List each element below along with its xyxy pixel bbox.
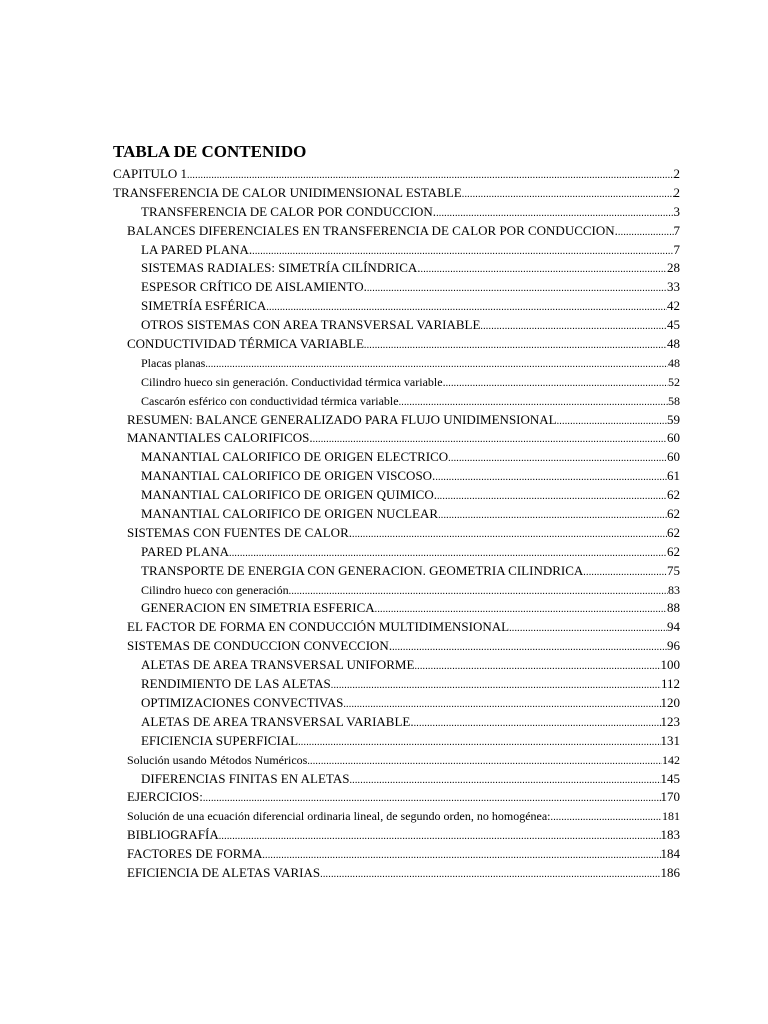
toc-entry[interactable] <box>113 222 680 241</box>
dot-leader <box>392 639 667 658</box>
toc-entry-label: MANANTIAL CALORIFICO DE ORIGEN ELECTRICO <box>141 449 449 465</box>
toc-entry-page-number: 48 <box>667 336 680 352</box>
toc-entry[interactable] <box>113 259 680 278</box>
toc-entry[interactable] <box>113 732 680 751</box>
toc-entry[interactable] <box>113 524 680 543</box>
toc-entry-page-number: 7 <box>673 222 680 238</box>
toc-entry-label: TRANSFERENCIA DE CALOR UNIDIMENSIONAL ESTABLE <box>113 184 462 200</box>
toc-entry-label: CONDUCTIVIDAD TÉRMICA VARIABLE <box>127 336 364 352</box>
toc-entry[interactable] <box>113 751 680 770</box>
dot-leader <box>437 488 667 507</box>
toc-entry-page-number: 62 <box>667 487 680 503</box>
toc-entry[interactable] <box>113 864 680 883</box>
toc-entry-page-number: 83 <box>668 582 680 597</box>
toc-list <box>113 165 680 883</box>
toc-entry[interactable] <box>113 429 680 448</box>
toc-entry-label: CAPITULO 1 <box>113 166 188 181</box>
toc-entry[interactable] <box>113 826 680 845</box>
toc-entry-page-number: 33 <box>667 279 680 295</box>
toc-entry-page-number: 183 <box>660 827 680 843</box>
toc-entry[interactable] <box>113 694 680 713</box>
dot-leader <box>352 526 667 545</box>
dot-leader <box>618 224 674 243</box>
toc-entry-page-number: 62 <box>667 524 680 540</box>
toc-entry-page-number: 48 <box>668 355 680 370</box>
toc-entry-label: ALETAS DE AREA TRANSVERSAL UNIFORME <box>141 657 415 673</box>
dot-leader <box>462 186 674 205</box>
toc-entry[interactable] <box>113 788 680 807</box>
toc-entry[interactable] <box>113 807 680 826</box>
toc-entry-label: Solución de una ecuación diferencial ordinaria lineal, de segundo orden, no homogénea: <box>127 809 551 824</box>
toc-entry-page-number: 59 <box>667 411 680 427</box>
toc-entry-page-number: 62 <box>667 543 680 559</box>
toc-entry-page-number: 2 <box>673 166 680 181</box>
toc-entry[interactable] <box>113 411 680 430</box>
toc-entry[interactable] <box>113 278 680 297</box>
toc-entry-label: OTROS SISTEMAS CON AREA TRANSVERSAL VARIABLE <box>141 317 481 333</box>
dot-leader <box>219 828 661 847</box>
toc-entry-page-number: 181 <box>662 809 680 824</box>
toc-entry-page-number: 142 <box>662 752 680 767</box>
toc-entry-page-number: 88 <box>667 600 680 616</box>
toc-entry-label: PARED PLANA <box>141 543 230 559</box>
toc-entry[interactable] <box>113 656 680 675</box>
toc-entry-label: SISTEMAS RADIALES: SIMETRÍA CILÍNDRICA. <box>141 260 421 276</box>
dot-leader <box>349 772 660 791</box>
toc-entry-label: OPTIMIZACIONES CONVECTIVAS <box>141 694 344 710</box>
toc-entry-page-number: 94 <box>667 619 680 635</box>
toc-entry[interactable] <box>113 184 680 203</box>
toc-entry-label: Cilindro hueco con generación <box>141 582 289 597</box>
dot-leader <box>421 261 667 280</box>
toc-entry-page-number: 100 <box>660 657 680 673</box>
dot-leader <box>298 734 660 753</box>
toc-entry[interactable] <box>113 770 680 789</box>
toc-entry-page-number: 112 <box>660 676 680 692</box>
dot-leader <box>364 337 667 356</box>
toc-entry-label: EL FACTOR DE FORMA EN CONDUCCIÓN MULTIDIMENSIONAL <box>127 619 510 635</box>
dot-leader <box>446 375 668 394</box>
toc-entry-label: SIMETRÍA ESFÉRICA <box>141 298 267 314</box>
toc-entry[interactable] <box>113 637 680 656</box>
toc-entry-label: MANANTIALES CALORIFICOS. <box>127 430 313 446</box>
dot-leader <box>320 866 660 885</box>
toc-entry-page-number: 7 <box>673 241 680 257</box>
toc-entry-label: BALANCES DIFERENCIALES EN TRANSFERENCIA DE CALOR POR CONDUCCION. <box>127 222 618 238</box>
toc-entry-page-number: 75 <box>667 562 680 578</box>
dot-leader <box>551 809 662 828</box>
toc-entry-page-number: 3 <box>673 203 680 219</box>
dot-leader <box>307 753 662 772</box>
toc-entry[interactable] <box>113 392 680 411</box>
dot-leader <box>414 658 660 677</box>
toc-entry[interactable] <box>113 203 680 222</box>
dot-leader <box>448 450 667 469</box>
toc-entry-page-number: 96 <box>667 638 680 654</box>
toc-entry-page-number: 42 <box>667 298 680 314</box>
toc-entry-label: TRANSFERENCIA DE CALOR POR CONDUCCION. <box>141 203 437 219</box>
toc-entry-page-number: 170 <box>660 789 680 805</box>
toc-entry-label: SISTEMAS DE CONDUCCION CONVECCION. <box>127 638 393 654</box>
toc-entry-page-number: 184 <box>660 846 680 862</box>
toc-entry-page-number: 120 <box>660 694 680 710</box>
toc-entry[interactable] <box>113 581 680 600</box>
toc-entry-label: MANANTIAL CALORIFICO DE ORIGEN VISCOSO. <box>141 468 436 484</box>
toc-entry-label: TRANSPORTE DE ENERGIA CON GENERACION. GEOMETRIA CILINDRICA <box>141 562 584 578</box>
toc-entry[interactable] <box>113 467 680 486</box>
toc-entry-page-number: 131 <box>660 732 680 748</box>
toc-entry[interactable] <box>113 241 680 260</box>
toc-entry-page-number: 186 <box>660 864 680 880</box>
toc-entry[interactable] <box>113 562 680 581</box>
toc-entry-label: EFICIENCIA DE ALETAS VARIAS <box>127 864 321 880</box>
toc-entry[interactable] <box>113 354 680 373</box>
toc-entry[interactable] <box>113 599 680 618</box>
toc-entry-label: EFICIENCIA SUPERFICIAL <box>141 732 299 748</box>
toc-entry[interactable] <box>113 618 680 637</box>
toc-entry-page-number: 58 <box>668 393 680 408</box>
toc-entry[interactable] <box>113 543 680 562</box>
toc-entry-label: ALETAS DE AREA TRANSVERSAL VARIABLE. <box>141 713 414 729</box>
toc-entry[interactable] <box>113 165 680 184</box>
toc-entry-label: RENDIMIENTO DE LAS ALETAS <box>141 676 331 692</box>
toc-entry[interactable] <box>113 845 680 864</box>
dot-leader <box>367 280 667 299</box>
dot-leader <box>438 507 667 526</box>
toc-entry-page-number: 2 <box>673 184 680 200</box>
toc-entry-label: ESPESOR CRÍTICO DE AISLAMIENTO. <box>141 279 367 295</box>
toc-entry-page-number: 52 <box>668 374 680 389</box>
toc-entry-page-number: 145 <box>660 770 680 786</box>
dot-leader <box>262 847 660 866</box>
dot-leader <box>435 469 667 488</box>
toc-entry[interactable] <box>113 448 680 467</box>
toc-entry-label: Solución usando Métodos Numéricos <box>127 752 308 767</box>
toc-entry-label: GENERACION EN SIMETRIA ESFERICA <box>141 600 375 616</box>
dot-leader <box>480 318 667 337</box>
toc-entry-page-number: 28 <box>667 260 680 276</box>
toc-title: TABLA DE CONTENIDO <box>113 142 307 161</box>
toc-entry-page-number: 61 <box>667 468 680 484</box>
table-of-contents <box>113 141 680 883</box>
dot-leader <box>414 715 661 734</box>
toc-entry-label: MANANTIAL CALORIFICO DE ORIGEN NUCLEAR <box>141 506 439 522</box>
toc-entry[interactable] <box>113 335 680 354</box>
toc-entry[interactable] <box>113 373 680 392</box>
toc-entry[interactable] <box>113 297 680 316</box>
dot-leader <box>557 413 667 432</box>
toc-entry[interactable] <box>113 505 680 524</box>
toc-entry-label: Placas planas <box>141 355 206 370</box>
toc-entry-label: BIBLIOGRAFÍA <box>127 827 219 843</box>
toc-entry-label: LA PARED PLANA. <box>141 241 253 257</box>
toc-entry-page-number: 45 <box>667 317 680 333</box>
toc-entry-label: FACTORES DE FORMA <box>127 846 263 862</box>
toc-entry[interactable] <box>113 486 680 505</box>
toc-entry-page-number: 62 <box>667 506 680 522</box>
toc-entry-page-number: 123 <box>660 713 680 729</box>
toc-entry[interactable] <box>113 316 680 335</box>
dot-leader <box>331 677 661 696</box>
toc-entry-label: MANANTIAL CALORIFICO DE ORIGEN QUIMICO. <box>141 487 437 503</box>
toc-entry[interactable] <box>113 713 680 732</box>
toc-entry-label: Cascarón esférico con conductividad térmica variable <box>141 393 399 408</box>
toc-entry-label: RESUMEN: BALANCE GENERALIZADO PARA FLUJO UNIDIMENSIONAL <box>127 411 557 427</box>
toc-entry[interactable] <box>113 675 680 694</box>
toc-entry-page-number: 60 <box>667 449 680 465</box>
dot-leader <box>583 564 667 583</box>
dot-leader <box>509 620 667 639</box>
toc-entry-label: EJERCICIOS: <box>127 789 203 805</box>
toc-entry-page-number: 60 <box>667 430 680 446</box>
toc-entry-label: Cilindro hueco sin generación. Conductividad térmica variable. <box>141 374 446 389</box>
toc-entry-label: DIFERENCIAS FINITAS EN ALETAS <box>141 770 350 786</box>
toc-entry-label: SISTEMAS CON FUENTES DE CALOR. <box>127 524 352 540</box>
